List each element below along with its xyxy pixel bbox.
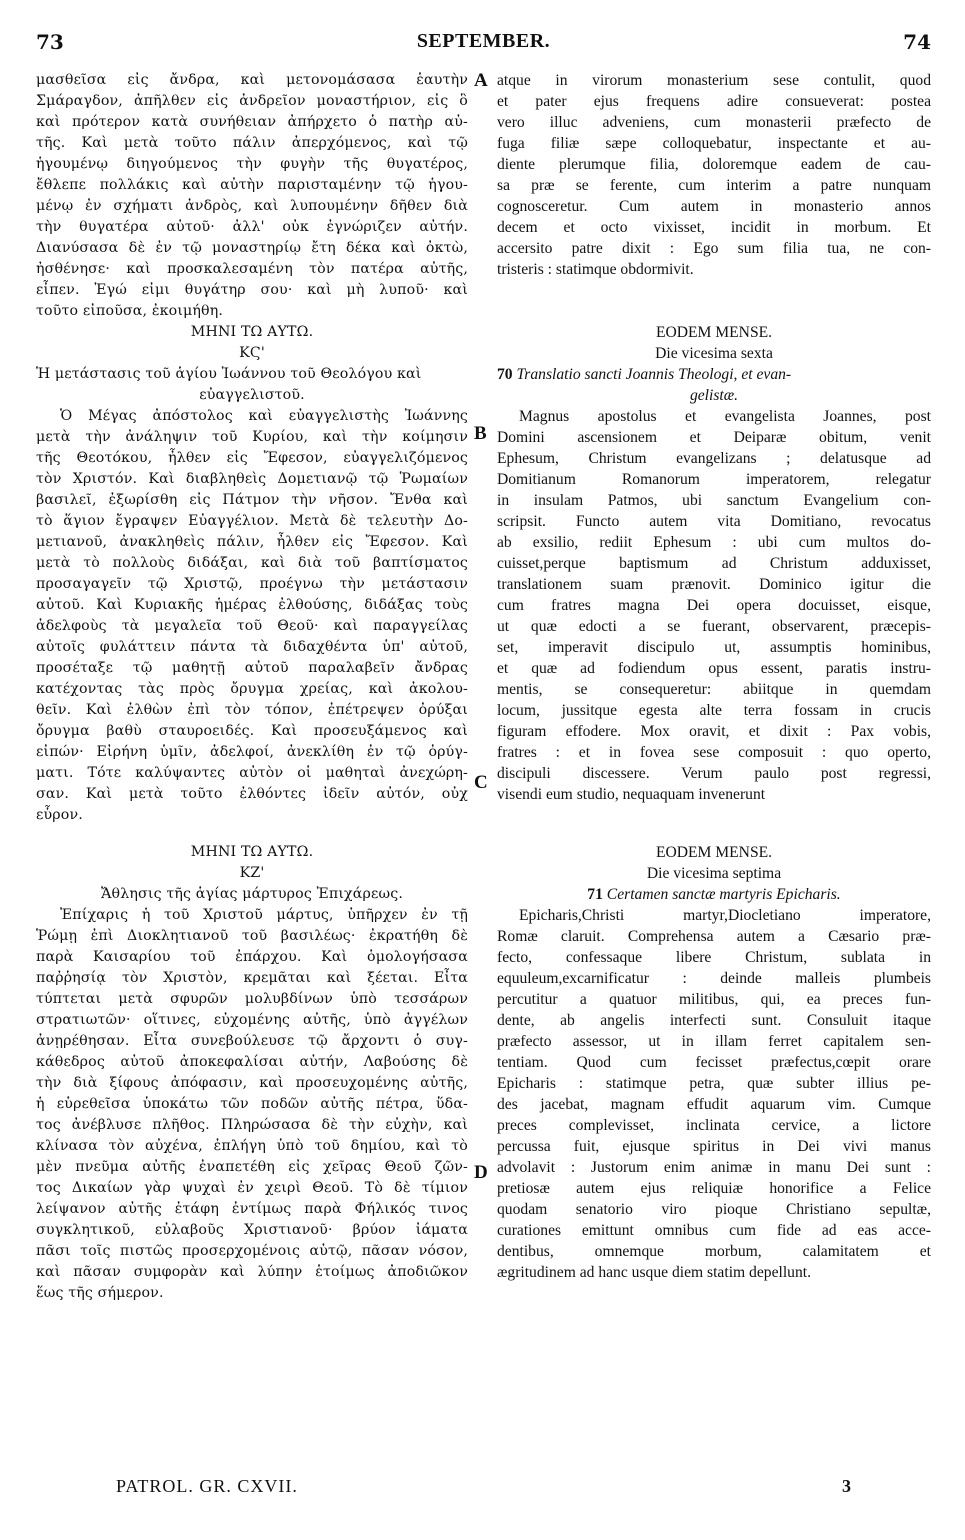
text-line: tentiam. Quod cum fecisset præfectus,cœpit orare [497,1054,931,1071]
text-line: Magnus apostolus et evangelista Joannes, post [519,408,931,425]
text-line: βασιλεῖ, ἐξωρίσθη εἰς Πάτμον τὴν νῆσον. Ἔνθα καὶ [36,492,468,508]
text-line: et quæ ad fodiendum opus essent, paratis instru- [497,660,931,677]
text-line: accersito patre dixit : Ego sum filia tua, ne con- [497,240,931,257]
text-line: παῤῥησίᾳ τὸν Χριστὸν, κρεμᾶται καὶ ξέεται. Εἶτα [36,970,468,986]
text-line: συγκλητικοῦ, εὐλαβοῦς Χριστιανοῦ· βρύον ἰάματα [36,1222,468,1238]
latin-heading-day-2: Die vicesima septima [646,865,782,882]
text-line: καὶ πρότερον κατὰ συνήθειαν ἀπήρχετο ὁ πατὴρ αὐ- [36,114,468,130]
latin-heading-title-2 [497,884,931,905]
latin-heading-title-2-text: Certamen sanctæ martyris Epicharis. [606,886,841,903]
text-line: Ὁ Μέγας ἀπόστολος καὶ εὐαγγελιστὴς Ἰωάννης [60,408,468,424]
text-line: τοῦτο εἰποῦσα, ἐκοιμήθη. [36,303,224,319]
text-line: tristeris : statimque obdormivit. [497,261,694,278]
text-line: Romæ claruit. Comprehensa autem a Cæsario præ- [497,928,931,945]
text-line: pretiosæ autem ejus reliquiæ honorifice a Felice [497,1180,931,1197]
text-line: τῆς Θεοτόκου, ἦλθεν εἰς Ἔφεσον, εὐαγγελιζόμενος [36,450,468,466]
text-line: curationes emittunt omnibus cum fide ad eas acce- [497,1222,931,1239]
text-line: cum fratres magna Dei opera docuisset, eisque, [497,597,931,614]
text-line: στρατιωτῶν· οἵτινες, εὐχομένης αὐτῆς, ὑπὸ ἀγγέλων [36,1012,468,1028]
text-line: ὄρυγμα βαθὺ σταυροειδές. Καὶ προσευξάμενος καὶ [36,723,468,739]
text-line: Ῥώμῃ ἐπὶ Διοκλητιανοῦ τοῦ βασιλέως· ἐκρατήθη δὲ [36,928,468,944]
text-line: τὴν θυγατέρα αὐτοῦ· ἀλλ' οὐκ ἐγνώριζεν αὐτήν. [36,219,468,235]
margin-marker-b: B [474,423,487,444]
greek-heading-month-1: ΜΗΝΙ ΤΩ ΑΥΤΩ. [190,324,314,340]
latin-heading-title-1-text: Translatio sancti Joannis Theologi, et evan- [516,366,792,383]
text-line: τος ἀνέβλυσε πλῆθος. Πληρώσασα δὲ τὴν εὐχὴν, καὶ [36,1117,468,1133]
text-line: μὲν πνεῦμα αὐτῆς ἐναπετέθη εἰς χεῖρας Θεοῦ ζῶν- [36,1159,468,1175]
text-line: τὸ ἅγιον ἔγραψεν Εὐαγγέλιον. Μετὰ δὲ τελευτὴν Δο- [36,513,468,529]
text-line: percussa fuit, ejusque spiritus in Dei vivi manus [497,1138,931,1155]
margin-marker-c: C [474,772,488,793]
text-line: τύπτεται μετὰ σφυρῶν μολυβδίνων ὑπὸ τεσσάρων [36,991,468,1007]
text-line: προσαγαγεῖν τῷ Χριστῷ, προέγνω τὴν μετάστασιν [36,576,468,592]
text-line: scripsit. Functo autem vita Domitiano, revocatus [497,513,931,530]
text-line: et pater ejus frequens adire consueverat: postea [497,93,931,110]
text-line: mentis, se consequeretur: abiitque in quemdam [497,681,931,698]
greek-heading-month-2: ΜΗΝΙ ΤΩ ΑΥΤΩ. [190,844,314,860]
text-line: dentibus, omnemque morbum, calamitatem et [497,1243,931,1260]
latin-paragraph-2 [497,406,931,805]
greek-column [36,70,468,1304]
text-line: ab exsilio, rediit Ephesum : ubi cum multos do- [497,534,931,551]
latin-paragraph-3 [497,905,931,1283]
text-line: translationem suam prænovit. Dominico igitur die [497,576,931,593]
text-line: fecto, confessaque libere Christum, sublata in [497,949,931,966]
text-line: πᾶσι τοῖς πιστῶς προσερχομένοις αὐτῷ, πᾶσαν νόσον, [36,1243,468,1259]
latin-heading-month-2: EODEM MENSE. [655,844,773,861]
text-line: τος Δικαίων γὰρ ψυχαὶ ἐν χειρὶ Θεοῦ. Τὸ δὲ τίμιον [36,1180,468,1196]
latin-heading-month-1: EODEM MENSE. [655,324,773,341]
text-line: Epicharis,Christi martyr,Diocletiano imperatore, [519,907,931,924]
text-line: μένῳ ἐν σχήματι ἀνδρὸς, καὶ λυπουμένην δῆθεν διὰ [36,198,468,214]
text-line: Ἐπίχαρις ἡ τοῦ Χριστοῦ μάρτυς, ὑπῆρχεν ἐν τῇ [60,907,468,923]
latin-heading-title-1 [497,364,931,385]
text-line: quodam senatorio viro pioque Christiano sepultæ, [497,1201,931,1218]
greek-paragraph-3 [36,905,468,1304]
text-line: σαν. Καὶ μετὰ τοῦτο ἐλθόντες ἰδεῖν αὐτόν, οὐχ [36,786,468,802]
text-line: μετιανοῦ, ἀνακληθεὶς πάλιν, ἦλθεν εἰς Ἔφεσον. Καὶ [36,534,468,550]
text-line: ἀνῃρέθησαν. Εἶτα συνεβούλευσε τῷ ἄρχοντι ὁ συγ- [36,1033,468,1049]
text-line: advolavit : Justorum enim animæ in manu Dei sunt : [497,1159,931,1176]
text-line: Ephesum, Christum evangelizans ; delatusque ad [497,450,931,467]
text-line: αὐτοῦ. Καὶ Κυριακῆς ἡμέρας ἐλθούσης, διδάξας τοὺς [36,597,468,613]
page-footer [36,1476,931,1506]
entry-number-70: 70 [497,366,513,383]
text-line: προσέταξε τῷ μαθητῇ αὐτοῦ παραλαβεῖν ἄνδρας [36,660,468,676]
margin-marker-a: A [474,70,488,91]
text-line: ἠσθένησε· καὶ προσκαλεσαμένη τὸν πατέρα αὐτῆς, [36,261,468,277]
running-title: SEPTEMBER. [416,30,551,52]
greek-heading-day-2: ΚΖ' [239,865,265,881]
greek-paragraph-1 [36,70,468,322]
entry-number-71: 71 [587,886,603,903]
text-line: ἕως τῆς σήμερον. [36,1285,164,1301]
text-line: καὶ πᾶσαν συμφορὰν καὶ λύπην ἑτοίμως ἀποδιῶκον [36,1264,468,1280]
text-line: εἶπεν. Ἐγώ εἰμι θυγάτηρ σου· καὶ μὴ λυποῦ· καὶ [36,282,468,298]
text-line: dente, ab angelis interfecti sunt. Consuluit itaque [497,1012,931,1029]
text-line: cognosceretur. Cum autem in monasterio annos [497,198,931,215]
text-line: κάθεδρος αὐτοῦ ἀποκεφαλίσαι αὐτήν, Λαβούσης δὲ [36,1054,468,1070]
text-line: fuga filiæ sæpe colloquebatur, inspectante et au- [497,135,931,152]
text-line: preces complevisset, inclinata cervice, a lictore [497,1117,931,1134]
page-number-right: 74 [903,30,931,54]
text-line: μασθεῖσα εἰς ἄνδρα, καὶ μετονομάσασα ἑαυτὴν [36,72,468,88]
page-number-left: 73 [36,30,64,54]
margin-marker-d: D [474,1162,488,1183]
text-line: set, imperavit discipulo ut, assumptis hominibus, [497,639,931,656]
greek-heading-day-1: ΚϚ' [239,345,265,361]
text-line: μετὰ τὸ πολλοὺς διδάξαι, καὶ διὰ τοῦ βαπτίσματος [36,555,468,571]
page-header [36,30,931,64]
text-line: decem et octo vixisset, incidit in morbum. Et [497,219,931,236]
text-line: θεῖν. Καὶ ἐλθὼν ἐπὶ τὸν τόπον, ἐπέτρεψεν ὀρύξαι [36,702,468,718]
text-line: in insulam Patmos, ubi sanctum Evangelium con- [497,492,931,509]
text-line: equuleum,excarnificatur : deinde malleis plumbeis [497,970,931,987]
text-line: εὗρον. [36,807,83,823]
text-line: percutitur a quatuor militibus, qui, ea preces fun- [497,991,931,1008]
greek-heading-title-2: Ἄθλησις τῆς ἁγίας μάρτυρος Ἐπιχάρεως. [101,886,403,902]
text-line: κατέχοντας τὰς πρὸς ὄρυγμα χρείας, καὶ ἀκολου- [36,681,468,697]
text-line: fratres : et in fovea sese composuit : quo operto, [497,744,931,761]
text-line: ἡ εὑρεθεῖσα ὑποκάτω τῶν ποδῶν αὐτῆς πέτρα, ὕδα- [36,1096,468,1112]
text-line: Σμάραγδον, ἀπῆλθεν εἰς ἀνδρεῖον μοναστήριον, εἰς ὃ [36,93,468,109]
text-line: Domitianum Romanorum imperatorem, relegatur [497,471,931,488]
greek-heading-title-1b: εὐαγγελιστοῦ. [199,387,305,403]
text-line: visendi eum studio, nequaquam invenerunt [497,786,766,803]
footer-signature-number: 3 [842,1476,851,1496]
text-line: Διανύσασα δὲ ἐν τῷ μοναστηρίῳ ἔτη δέκα καὶ ὀκτὼ, [36,240,468,256]
latin-heading-title-1b: gelistæ. [689,387,739,404]
text-line: παρὰ Καισαρίου τοῦ ἐπάρχου. Καὶ ὁμολογήσασα [36,949,468,965]
latin-paragraph-1 [497,70,931,280]
text-line: εἰπών· Εἰρήνη ὑμῖν, ἀδελφοί, ἀνεκλίθη ἐν τῷ ὀρύγ- [36,744,468,760]
text-line: ut quæ edocti a se fuerant, observarent, præcepis- [497,618,931,635]
text-line: ἔθλεπε πολλάκις καὶ αὐτὴν παρισταμένην τῷ ἡγου- [36,177,468,193]
text-line: ματι. Τότε καλύψαντες αὐτὸν οἱ μαθηταὶ ἀνεχώρη- [36,765,468,781]
text-line: τῆς. Καὶ μετὰ τοῦτο πάλιν ἀπερχόμενος, καὶ τῷ [36,135,468,151]
greek-heading-title-1: Ἡ μετάστασις τοῦ ἁγίου Ἰωάννου τοῦ Θεολόγου καὶ [36,366,422,382]
text-line: τὸν Χριστόν. Καὶ διαβληθεὶς Δομετιανῷ τῷ Ῥωμαίων [36,471,468,487]
text-line: κλίνασα τὸν αὐχένα, ἐπλήγη ὑπὸ τοῦ δημίου, καὶ τὸ [36,1138,468,1154]
text-line: τὴν διὰ ξίφους ἀπόφασιν, καὶ προσευχομένης αὐτῆς, [36,1075,468,1091]
latin-column [497,70,931,1283]
text-line: cuisset,perque baptismum ad Christum adduxisset, [497,555,931,572]
text-line: sa præ se ferente, cum interim a patre nunquam [497,177,931,194]
text-line: αὐτοῖς φυλάττειν πάντα τὰ διδαχθέντα ὑπ' αὐτοῦ, [36,639,468,655]
text-line: vero illuc adveniens, cum monasterii præfecto de [497,114,931,131]
text-line: λείψανον αὐτῆς ἐτάφη ἐντίμως παρὰ Φήλικός τινος [36,1201,468,1217]
text-line: ἡγουμένῳ διηγούμενος τὴν φυγὴν τῆς θυγατέρος, [36,156,468,172]
text-line: atque in virorum monasterium sese contulit, quod [497,72,931,89]
text-line: figuram effodere. Mox oravit, et dixit : Pax vobis, [497,723,931,740]
text-line: Epicharis : statimque petra, quæ subter illius pe- [497,1075,931,1092]
text-line: præfecto assessor, ut in illam ferret capitalem sen- [497,1033,931,1050]
footer-series-label: PATROL. GR. CXVII. [116,1476,298,1496]
text-line: diente plerumque filia, doloremque eadem de cau- [497,156,931,173]
text-line: des jacebat, magnam effudit aquarum vim. Cumque [497,1096,931,1113]
text-line: locum, jussitque egesta alte terra fossam in crucis [497,702,931,719]
text-line: μετὰ τὴν ἀνάληψιν τοῦ Κυρίου, καὶ τὴν κοίμησιν [36,429,468,445]
latin-heading-day-1: Die vicesima sexta [655,345,773,362]
greek-paragraph-2 [36,406,468,826]
text-line: Domini ascensionem et Deiparæ obitum, venit [497,429,931,446]
text-line: ægritudinem ad hanc usque diem statim depellunt. [497,1264,811,1281]
text-line: ἀδελφοὺς τὰ μεγαλεῖα τοῦ Θεοῦ· καὶ παραγγείλας [36,618,468,634]
text-line: discipuli discessere. Verum paulo post regressi, [497,765,931,782]
